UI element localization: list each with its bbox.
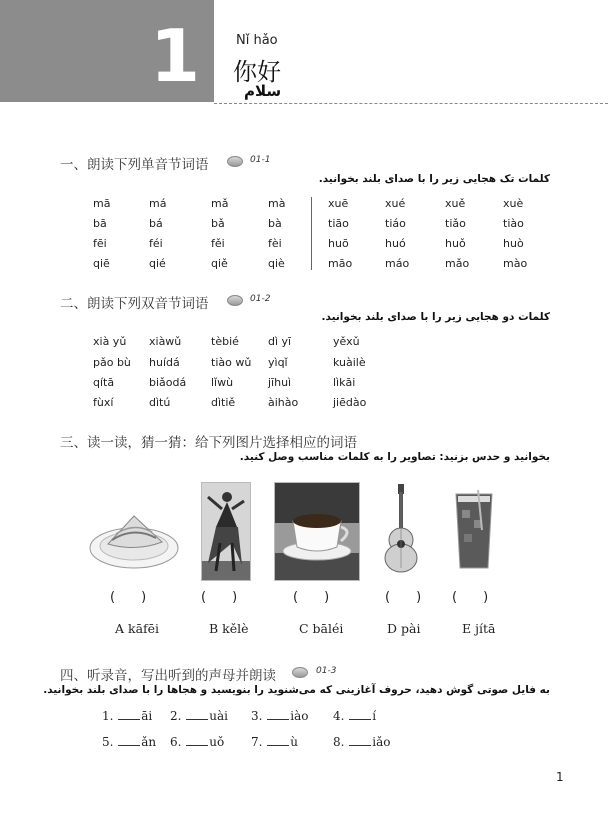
word-option: D pài [387,621,421,636]
word: jīhuì [268,376,292,389]
lesson-title-pinyin: Nǐ hǎo [236,33,278,48]
section4-instruction: به فایل صوتی گوش دهید، حروف آغازینی که می‌شنوید را بنویسید و هجاها را با صدای بلند بخوانید. [43,684,550,696]
word: yìqǐ [268,356,288,369]
syllable: huó [385,237,406,250]
lesson-title-persian: سلام [244,82,282,100]
lesson-title-chinese: 你好 [233,58,281,86]
lesson-number: 1 [150,14,201,98]
word: xià yǔ [93,335,127,348]
syllable: xué [385,197,406,210]
syllable: mǎo [445,257,470,270]
item-number: 6. [170,735,182,749]
initial-blank[interactable] [267,735,289,746]
syllable: xuě [445,197,466,210]
word: xiàwǔ [149,335,182,348]
item-number: 8. [333,735,345,749]
syllable-final: uài [209,709,229,723]
word: lǐwù [211,376,234,389]
word-option: E jítā [462,621,496,636]
item-number: 4. [333,709,345,723]
item-number: 3. [251,709,263,723]
word: tèbié [211,335,239,348]
audio-cd-icon[interactable] [227,295,243,306]
word: kuàilè [333,356,366,369]
guitar-image [381,482,421,574]
syllable: tiáo [385,217,406,230]
word: biǎodá [149,376,187,389]
item-number: 7. [251,735,263,749]
syllable-final: āi [141,709,153,723]
initial-blank[interactable] [267,709,289,720]
audio-track-label: 01-1 [250,155,271,165]
syllable: qié [149,257,166,270]
syllable: tiāo [328,217,349,230]
answer-blank[interactable]: ( ) [385,590,422,605]
section3-title: 三、读一读，猜一猜：给下列图片选择相应的词语 [60,435,357,451]
syllable: qiē [93,257,110,270]
section1-title: 一、朗读下列单音节词语 [60,157,209,173]
fill-item [333,735,391,749]
syllable-final: uǒ [209,735,225,749]
word: dìtiě [211,396,236,409]
fill-item [170,735,224,749]
syllable: féi [149,237,163,250]
syllable: bà [268,217,282,230]
fill-item [102,735,156,749]
word: dìtú [149,396,171,409]
fill-item [333,709,376,723]
syllable: fēi [93,237,107,250]
word: qítā [93,376,115,389]
cola-image [452,490,496,572]
syllable: má [149,197,167,210]
section1-column-divider [311,197,312,270]
word: dì yī [268,335,292,348]
section4-title: 四、听录音，写出听到的声母并朗读 [60,668,276,684]
fill-item [251,709,309,723]
initial-blank[interactable] [118,735,140,746]
syllable: qiè [268,257,285,270]
syllable: bǎ [211,217,225,230]
header-divider [214,103,608,104]
section2-instruction: کلمات دو هجایی زیر را با صدای بلند بخوانید. [321,311,550,323]
answer-blank[interactable]: ( ) [293,590,330,605]
syllable-final: ǎn [141,735,157,749]
section2-title: 二、朗读下列双音节词语 [60,296,209,312]
audio-track-label: 01-3 [316,666,337,676]
fill-item [251,735,298,749]
item-number: 1. [102,709,114,723]
initial-blank[interactable] [118,709,140,720]
word: fùxí [93,396,114,409]
syllable: huǒ [445,237,466,250]
audio-cd-icon[interactable] [227,156,243,167]
syllable: tiǎo [445,217,466,230]
pie-image [86,482,182,582]
audio-track-label: 01-2 [250,294,271,304]
syllable-final: í [372,709,377,723]
initial-blank[interactable] [186,735,208,746]
fill-item [102,709,152,723]
syllable: mào [503,257,528,270]
syllable: máo [385,257,410,270]
word: yěxǔ [333,335,360,348]
word: àihào [268,396,299,409]
syllable: mà [268,197,286,210]
audio-cd-icon[interactable] [292,667,308,678]
syllable: fèi [268,237,282,250]
item-number: 5. [102,735,114,749]
fill-item [170,709,228,723]
dancer-image [201,482,251,581]
syllable: māo [328,257,353,270]
answer-blank[interactable]: ( ) [110,590,147,605]
coffee-image [274,482,360,581]
syllable: mǎ [211,197,229,210]
syllable: qiě [211,257,228,270]
initial-blank[interactable] [349,735,371,746]
answer-blank[interactable]: ( ) [452,590,489,605]
syllable: huō [328,237,349,250]
answer-blank[interactable]: ( ) [201,590,238,605]
word: lìkāi [333,376,356,389]
syllable: xuè [503,197,524,210]
syllable-final: iào [290,709,309,723]
item-number: 2. [170,709,182,723]
page-number: 1 [556,770,564,784]
word: pǎo bù [93,356,131,369]
syllable: fěi [211,237,225,250]
word-option: B kělè [209,621,249,636]
initial-blank[interactable] [349,709,371,720]
word-option: C bāléi [299,621,344,636]
word: tiào wǔ [211,356,252,369]
initial-blank[interactable] [186,709,208,720]
word-option: A kāfēi [115,621,160,636]
section1-instruction: کلمات تک هجایی زیر را با صدای بلند بخوانید. [318,173,550,185]
syllable: bá [149,217,163,230]
syllable: xuē [328,197,349,210]
word: jiēdào [333,396,367,409]
section3-instruction: بخوانید و حدس بزنید: تصاویر را به کلمات مناسب وصل کنید. [239,451,550,463]
word: huídá [149,356,180,369]
syllable: tiào [503,217,524,230]
syllable-final: iǎo [372,735,391,749]
syllable: huò [503,237,524,250]
syllable: bā [93,217,107,230]
syllable: mā [93,197,111,210]
syllable-final: ù [290,735,299,749]
